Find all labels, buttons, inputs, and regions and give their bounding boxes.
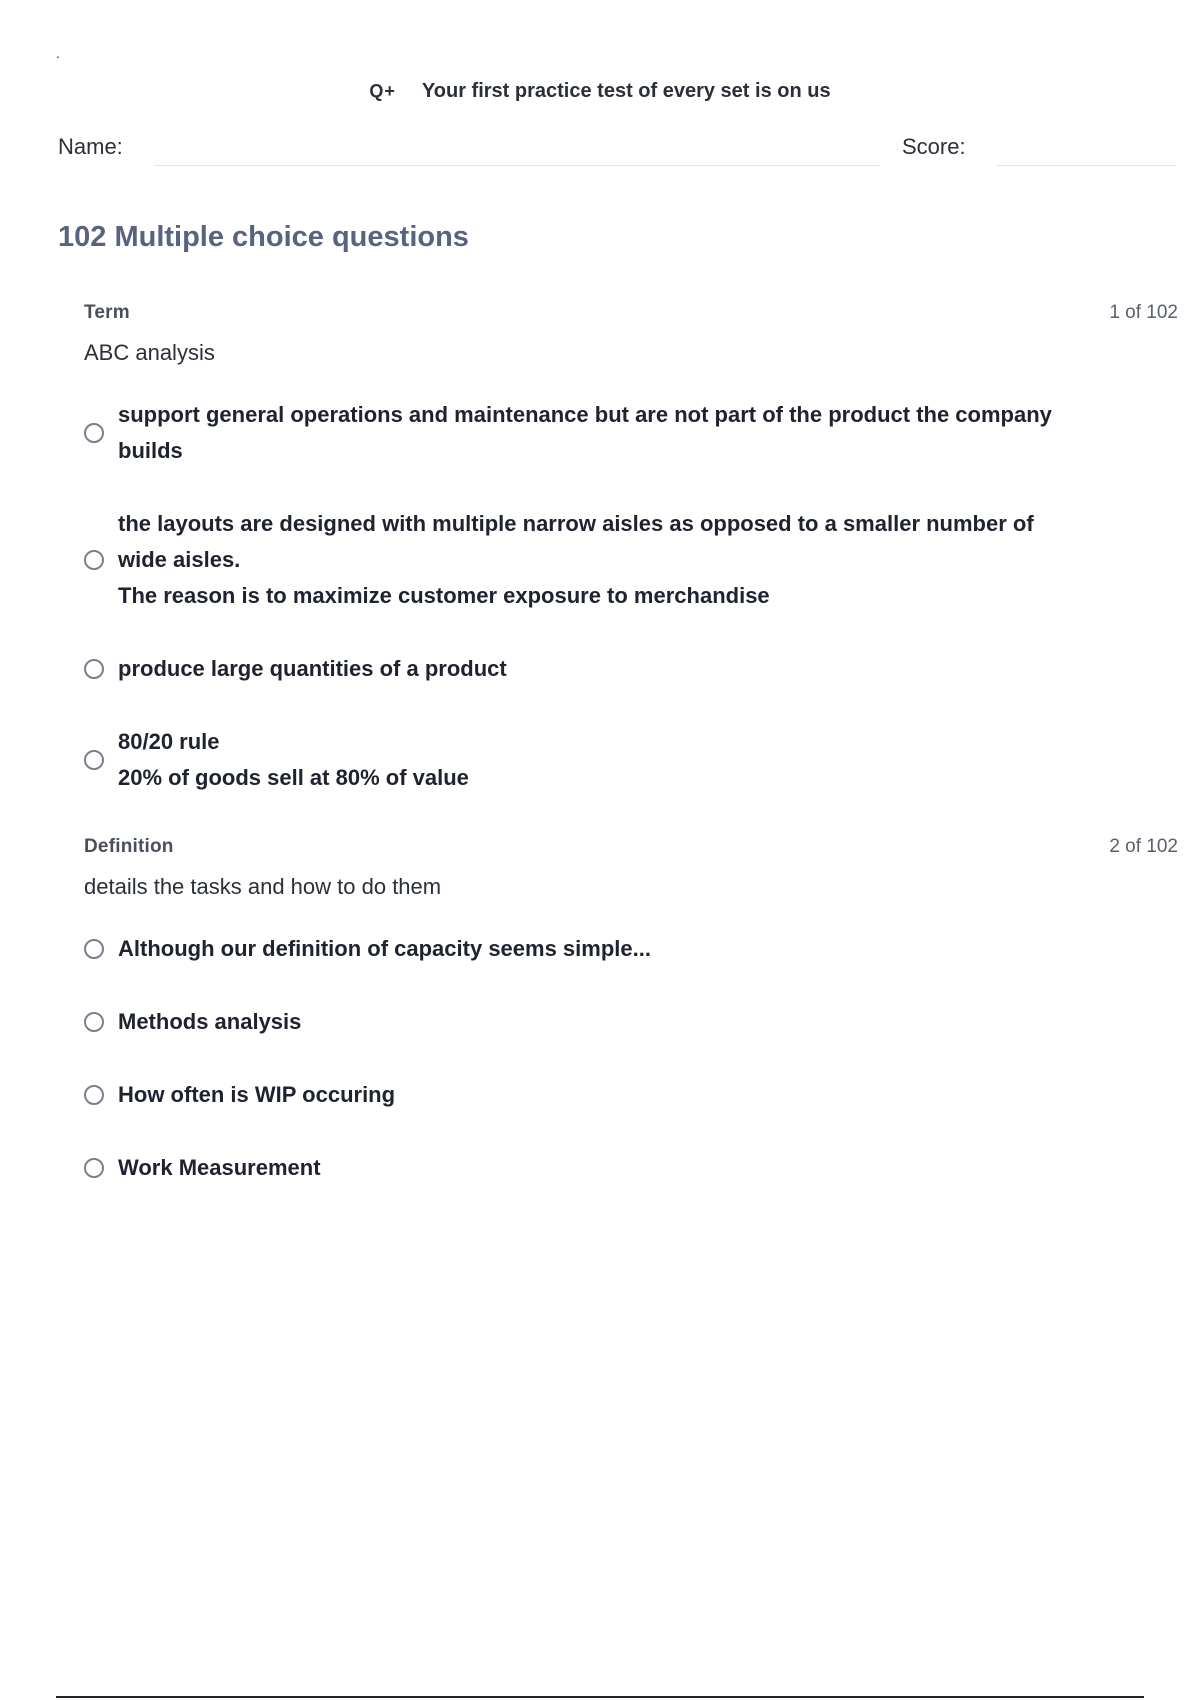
question-2 — [84, 836, 1178, 900]
question-type: Definition — [84, 836, 174, 857]
name-label: Name: — [58, 134, 123, 159]
quizlet-plus-icon: Q+ — [369, 81, 396, 101]
promo-text: Your first practice test of every set is on us — [421, 80, 831, 102]
choice-line: support general operations and maintenance but are not part of the product the company — [118, 402, 1052, 427]
promo-banner[interactable] — [0, 80, 1200, 103]
answer-choice[interactable] — [84, 397, 1164, 469]
page-bottom-rule — [56, 1696, 1144, 1698]
radio-button-icon[interactable] — [84, 1158, 104, 1178]
question-1 — [84, 302, 1178, 366]
question-type: Term — [84, 302, 130, 323]
stray-mark: . — [56, 45, 60, 61]
radio-button-icon[interactable] — [84, 550, 104, 570]
radio-button-icon[interactable] — [84, 1012, 104, 1032]
question-counter: 1 of 102 — [1109, 302, 1178, 323]
choice-line: Although our definition of capacity seems simple... — [118, 936, 651, 961]
choice-line: Methods analysis — [118, 1009, 302, 1034]
choice-line: wide aisles. — [118, 547, 241, 572]
answer-choice[interactable] — [84, 931, 1164, 967]
choice-line: 80/20 rule — [118, 729, 220, 754]
choice-line: the layouts are designed with multiple narrow aisles as opposed to a smaller number of — [118, 511, 1034, 536]
choice-line: How often is WIP occuring — [118, 1082, 396, 1107]
section-title: 102 Multiple choice questions — [58, 221, 469, 253]
radio-button-icon[interactable] — [84, 659, 104, 679]
question-prompt: ABC analysis — [84, 340, 215, 365]
question-prompt: details the tasks and how to do them — [84, 874, 442, 899]
choice-line: produce large quantities of a product — [118, 656, 507, 681]
choice-line: builds — [118, 438, 183, 463]
score-label: Score: — [902, 134, 966, 159]
choice-line: 20% of goods sell at 80% of value — [118, 765, 469, 790]
answer-choice[interactable] — [84, 1004, 1164, 1040]
answer-choice[interactable] — [84, 1077, 1164, 1113]
choice-line: Work Measurement — [118, 1155, 321, 1180]
answer-choice[interactable] — [84, 724, 1164, 796]
answer-choice[interactable] — [84, 506, 1164, 614]
question-counter: 2 of 102 — [1109, 836, 1178, 857]
answer-choice[interactable] — [84, 1150, 1164, 1186]
radio-button-icon[interactable] — [84, 423, 104, 443]
score-field-line[interactable] — [996, 165, 1176, 166]
radio-button-icon[interactable] — [84, 939, 104, 959]
choice-line: The reason is to maximize customer exposure to merchandise — [118, 583, 770, 608]
answer-choice[interactable] — [84, 651, 1164, 687]
radio-button-icon[interactable] — [84, 750, 104, 770]
radio-button-icon[interactable] — [84, 1085, 104, 1105]
name-field-line[interactable] — [154, 165, 880, 166]
